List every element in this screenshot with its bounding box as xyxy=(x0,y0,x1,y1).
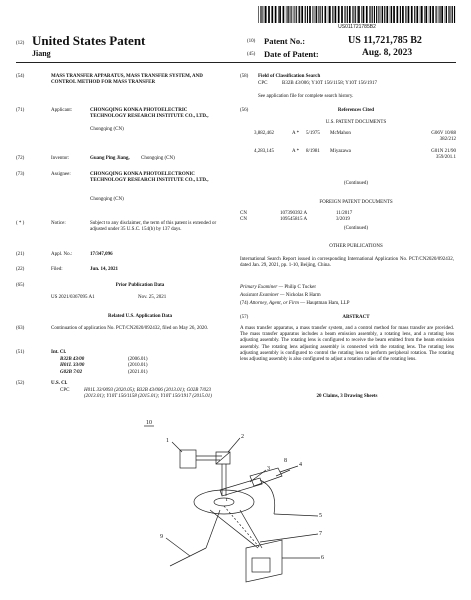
patent-no-label: Patent No.: xyxy=(264,36,306,46)
doc-date: 11/2017 xyxy=(336,211,353,216)
leader-1 xyxy=(172,442,182,452)
notice-label: Notice: xyxy=(51,221,66,226)
inventor-code: (72) xyxy=(16,156,25,161)
barcode-bar xyxy=(318,6,319,23)
barcode-bar xyxy=(393,6,395,23)
label-8: 8 xyxy=(284,458,287,464)
barcode-bar xyxy=(335,6,337,23)
label-6: 6 xyxy=(321,555,324,561)
barcode-bar xyxy=(261,6,262,23)
barcode-bar xyxy=(349,6,351,23)
barcode-bar xyxy=(381,6,382,23)
barcode-bar xyxy=(425,6,427,23)
barcode-bar xyxy=(332,6,333,23)
uscl-code: (52) xyxy=(16,381,25,386)
us-doc-row xyxy=(240,131,456,149)
barcode-bar xyxy=(369,6,370,23)
barcode-bar xyxy=(374,6,375,23)
doc-number: 4,283,145 xyxy=(254,149,274,154)
doc-kind: A * xyxy=(292,131,300,136)
agent-code: (74) xyxy=(240,301,249,306)
barcode-bar xyxy=(432,6,434,23)
claims-summary: 20 Claims, 3 Drawing Sheets xyxy=(316,394,378,399)
abstract-code: (57) xyxy=(240,315,249,320)
barcode-bar xyxy=(391,6,392,23)
label-r: r xyxy=(226,497,228,503)
attorney: (74) Attorney, Agent, or Firm — Hauptman Ham, LLP xyxy=(240,301,350,306)
barcode-bar xyxy=(338,6,340,23)
intcl-version: (2021.01) xyxy=(128,369,148,375)
barcode-bar xyxy=(380,6,381,23)
applicant-code: (71) xyxy=(16,108,25,113)
barcode-bar xyxy=(441,6,443,23)
inventor-surname: Jiang xyxy=(32,49,51,58)
barcode-bar xyxy=(279,6,281,23)
doc-kind: A * xyxy=(292,149,300,154)
leader-3 xyxy=(250,470,266,482)
target-stage xyxy=(246,540,282,582)
barcode-bar xyxy=(293,6,294,23)
date-label: Date of Patent: xyxy=(264,49,319,59)
code-12: (12) xyxy=(16,41,25,46)
barcode-bar xyxy=(438,6,439,23)
barcode-bar xyxy=(301,6,303,23)
barcode-bar xyxy=(320,6,321,23)
rotating-lens xyxy=(214,498,234,506)
barcode-bar xyxy=(366,6,368,23)
us-heading: U.S. PATENT DOCUMENTS xyxy=(325,120,387,125)
barcode-bar xyxy=(361,6,362,23)
barcode-bar xyxy=(402,6,404,23)
barcode-bar xyxy=(408,6,410,23)
other-heading: OTHER PUBLICATIONS xyxy=(329,244,383,249)
intcl-label: Int. Cl. xyxy=(51,350,67,355)
other-text: International Search Report issued in corresponding International Application No. PCT/CN2020/092432, dated Jan. 29, 2021, pp. 1-10, Beijing, China. xyxy=(240,257,454,269)
barcode-bar xyxy=(271,6,273,23)
leader-5 xyxy=(274,514,318,516)
left-column xyxy=(16,74,229,404)
assistant-label: Assistant Examiner xyxy=(240,293,279,298)
inventor-location: Chongqing (CN) xyxy=(141,156,175,161)
barcode-bar xyxy=(355,6,356,23)
assignee-label: Assignee: xyxy=(51,172,71,177)
appl-number: 17/347,096 xyxy=(90,252,113,257)
agent-label: Attorney, Agent, or Firm xyxy=(249,301,299,306)
field-code: (58) xyxy=(240,74,249,79)
doc-number: 109545815 A xyxy=(280,217,308,223)
barcode-bar xyxy=(446,6,447,23)
related-heading: Related U.S. Application Data xyxy=(107,314,173,319)
assistant-examiner: Assistant Examiner — Nickolas R Harm xyxy=(240,293,321,298)
barcode-bar xyxy=(347,6,348,23)
barcode-bar xyxy=(454,6,455,23)
leader-7 xyxy=(260,534,318,542)
barcode-bar xyxy=(305,6,306,23)
right-column xyxy=(240,74,456,469)
primary-examiner: Primary Examiner — Philip C Tucker xyxy=(240,285,316,290)
filed-date: Jun. 14, 2021 xyxy=(90,267,119,272)
doc-date: 5/1975 xyxy=(306,131,320,136)
barcode-bar xyxy=(286,6,287,23)
patent-title: MASS TRANSFER APPARATUS, MASS TRANSFER SYSTEM, AND CONTROL METHOD FOR MASS TRANSFER xyxy=(51,74,203,86)
primary-label: Primary Examiner xyxy=(240,285,278,290)
header-rule xyxy=(16,62,456,63)
barcode-bar xyxy=(357,6,358,23)
intcl-code: (51) xyxy=(16,350,25,355)
code-45: (45) xyxy=(247,52,256,57)
intcl-class: H01L 33/00 xyxy=(60,363,85,369)
label-5: 5 xyxy=(319,513,322,519)
continuation-text: Continuation of application No. PCT/CN2020/092432, filed on May 26, 2020. xyxy=(51,326,209,331)
barcode-bar xyxy=(258,6,259,23)
barcode-bar xyxy=(341,6,343,23)
applicant-label: Applicant: xyxy=(51,108,73,113)
barcode-bar xyxy=(294,6,295,23)
barcode-bar xyxy=(312,6,313,23)
beam-emitter xyxy=(180,450,196,468)
intcl-class: B32B 43/00 xyxy=(60,357,85,362)
leader-4 xyxy=(280,466,298,472)
intcl-version: (2006.01) xyxy=(128,357,148,362)
doc-class: G06V 10/88 xyxy=(431,131,456,136)
support-line xyxy=(206,510,220,548)
barcode-bar xyxy=(370,6,371,23)
label-4: 4 xyxy=(299,462,302,468)
barcode-bar xyxy=(451,6,452,23)
barcode-bar xyxy=(421,6,423,23)
assistant-name: Nickolas R Harm xyxy=(285,293,321,298)
barcode-bar xyxy=(264,6,265,23)
figure-drawing xyxy=(146,418,350,594)
continued-foreign: (Continued) xyxy=(343,226,369,231)
barcode-bar xyxy=(278,6,279,23)
fig-ref-label: 10 xyxy=(146,420,152,426)
notice-text: Subject to any disclaimer, the term of this patent is extended or adjusted under 35 U.S.C. 154(b) by 137 days. xyxy=(90,221,217,233)
doc-class: G01N 21/90 xyxy=(431,149,456,154)
inventor-name: Guang Ping Jiang, xyxy=(90,156,130,161)
barcode-bar xyxy=(372,6,373,23)
abstract-heading: ABSTRACT xyxy=(342,315,370,320)
doc-country: CN xyxy=(240,211,247,216)
barcode-bar xyxy=(390,6,391,23)
barcode-bar xyxy=(287,6,288,23)
assignee-location: Chongqing (CN) xyxy=(90,197,124,202)
barcode-bar xyxy=(358,6,360,23)
barcode-bar xyxy=(430,6,431,23)
abstract-text: A mass transfer apparatus, a mass transfer system, and a control method for mass transfer are provided. The mass transfer apparatus includes a beam emission assembly, a rotating lens, and a rotating lens adjusting assembly. The rotating lens is configured to receive the beam emitted from the beam emission assembly. The rotating lens adjusting assembly is connected with the rotating lens. The rotating lens adjusting assembly is configured to control the rotating lens to perform peripheral rotation. The rotating lens adjusting assembly is also configured to adjust a rotation radius of the rotating lens. xyxy=(240,326,454,363)
barcode-bar xyxy=(309,6,311,23)
continuation-code: (63) xyxy=(16,326,25,331)
uscl-label: U.S. Cl. xyxy=(51,381,68,386)
field-cpc-text: B32B 43/006; Y10T 156/1158; Y10T 156/1917 xyxy=(282,81,377,86)
foreign-heading: FOREIGN PATENT DOCUMENTS xyxy=(319,200,393,205)
barcode-bar xyxy=(265,6,267,23)
foreign-doc-row xyxy=(240,217,456,223)
doc-number: 107390392 A xyxy=(280,211,308,216)
barcode-bar xyxy=(376,6,377,23)
barcode-text: US011721785B2 xyxy=(338,24,376,30)
barcode-bar xyxy=(322,6,323,23)
barcode-bar xyxy=(325,6,327,23)
barcode-bar xyxy=(411,6,413,23)
prior-date: Nov. 25, 2021 xyxy=(138,295,167,300)
barcode-bar xyxy=(439,6,440,23)
barcode-bar xyxy=(424,6,425,23)
barcode-bar xyxy=(316,6,317,23)
us-docs xyxy=(240,131,456,167)
support-line xyxy=(170,548,206,566)
prior-heading: Prior Publication Data xyxy=(115,283,165,288)
cpc-text: H01L 33/0093 (2020.05); B32B 43/006 (2013.01); G02B 7/023 (2013.01); Y10T 156/1158 (2015.01); Y10T 156/1917 (2015.01) xyxy=(84,388,212,400)
reflector-face xyxy=(216,452,230,464)
notice-code: ( * ) xyxy=(16,221,25,226)
barcode-bar xyxy=(436,6,437,23)
barcode-bar xyxy=(420,6,421,23)
agent-name: Hauptman Ham, LLP xyxy=(306,301,350,306)
inventor-label: Inventor: xyxy=(51,156,70,161)
applicant-location: Chongqing (CN) xyxy=(90,127,124,132)
barcode-bar xyxy=(414,6,415,23)
barcode-bar xyxy=(291,6,292,23)
barcode-bars xyxy=(258,6,456,23)
barcode-bar xyxy=(448,6,449,23)
applicant-name: CHONGQING KONKA PHOTOELECTRIC TECHNOLOGY RESEARCH INSTITUTE CO., LTD., xyxy=(90,108,209,120)
barcode-bar xyxy=(314,6,315,23)
label-9: 9 xyxy=(160,534,163,540)
barcode-bar xyxy=(260,6,261,23)
barcode-bar xyxy=(382,6,383,23)
barcode-bar xyxy=(352,6,353,23)
barcode-bar xyxy=(283,6,285,23)
barcode-bar xyxy=(307,6,308,23)
prior-number: US 2021/0367095 A1 xyxy=(51,295,95,300)
rotation-path xyxy=(194,490,254,514)
barcode-bar xyxy=(384,6,385,23)
doc-number: 3,882,462 xyxy=(254,131,274,136)
barcode-bar xyxy=(452,6,453,23)
filed-code: (22) xyxy=(16,267,25,272)
continued-us: (Continued) xyxy=(343,181,369,186)
doc-class-sub: 382/212 xyxy=(439,137,456,143)
barcode-bar xyxy=(449,6,450,23)
field-cpc-label: CPC xyxy=(258,81,268,86)
doc-class-sub: 359/201.1 xyxy=(435,155,456,161)
barcode-bar xyxy=(429,6,430,23)
foreign-docs xyxy=(240,211,456,224)
intcl-class: G02B 7/02 xyxy=(60,369,83,375)
barcode-bar xyxy=(440,6,441,23)
intcl-item xyxy=(60,370,210,376)
assignee-name: CHONGQING KONKA PHOTOELECTRONIC TECHNOLOGY RESEARCH INSTITUTE CO., LTD., xyxy=(90,172,209,184)
barcode-bar xyxy=(268,6,270,23)
ref-heading: References Cited xyxy=(337,108,375,113)
label-1: 1 xyxy=(166,438,169,444)
intcl-list xyxy=(60,357,210,376)
ref-code: (56) xyxy=(240,108,249,113)
barcode-bar xyxy=(378,6,379,23)
barcode xyxy=(258,6,456,23)
label-7: 7 xyxy=(319,531,322,537)
code-10: (10) xyxy=(247,39,256,44)
barcode-bar xyxy=(288,6,289,23)
leader-9 xyxy=(166,538,190,556)
doc-name: Miyazawa xyxy=(330,149,351,154)
barcode-bar xyxy=(386,6,388,23)
figure xyxy=(146,418,350,594)
doc-country: CN xyxy=(240,217,247,223)
cpc-label: CPC xyxy=(60,388,70,393)
appl-code: (21) xyxy=(16,252,25,257)
doc-type: United States Patent xyxy=(32,33,146,48)
barcode-bar xyxy=(329,6,331,23)
prior-code: (65) xyxy=(16,283,25,288)
target-box xyxy=(252,558,270,572)
doc-date: 3/2019 xyxy=(336,217,350,223)
patent-date: Aug. 8, 2023 xyxy=(362,48,413,58)
barcode-bar xyxy=(400,6,401,23)
field-note: See application file for complete search history. xyxy=(258,94,354,99)
barcode-bar xyxy=(405,6,406,23)
intcl-version: (2010.01) xyxy=(128,363,148,369)
barcode-bar xyxy=(363,6,365,23)
filed-label: Filed: xyxy=(51,267,63,272)
doc-date: 8/1981 xyxy=(306,149,320,154)
doc-name: McMahon xyxy=(330,131,351,136)
barcode-bar xyxy=(298,6,299,23)
assignee-code: (73) xyxy=(16,172,25,177)
adjusting-link xyxy=(260,480,275,514)
barcode-bar xyxy=(315,6,316,23)
barcode-bar xyxy=(328,6,329,23)
barcode-bar xyxy=(299,6,300,23)
label-3: 3 xyxy=(267,466,270,472)
us-doc-row xyxy=(240,149,456,167)
leader-2 xyxy=(228,438,240,452)
title-code: (54) xyxy=(16,74,25,79)
barcode-bar xyxy=(445,6,446,23)
barcode-bar xyxy=(344,6,345,23)
appl-label: Appl. No.: xyxy=(51,252,73,257)
barcode-bar xyxy=(416,6,418,23)
beam-axis xyxy=(224,506,260,548)
primary-name: Philip C Tucker xyxy=(284,285,316,290)
label-2: 2 xyxy=(241,434,244,440)
barcode-bar xyxy=(353,6,354,23)
barcode-bar xyxy=(275,6,277,23)
barcode-bar xyxy=(397,6,399,23)
field-label: Field of Classification Search xyxy=(258,74,321,79)
barcode-bar xyxy=(296,6,297,23)
patent-number: US 11,721,785 B2 xyxy=(348,35,422,46)
